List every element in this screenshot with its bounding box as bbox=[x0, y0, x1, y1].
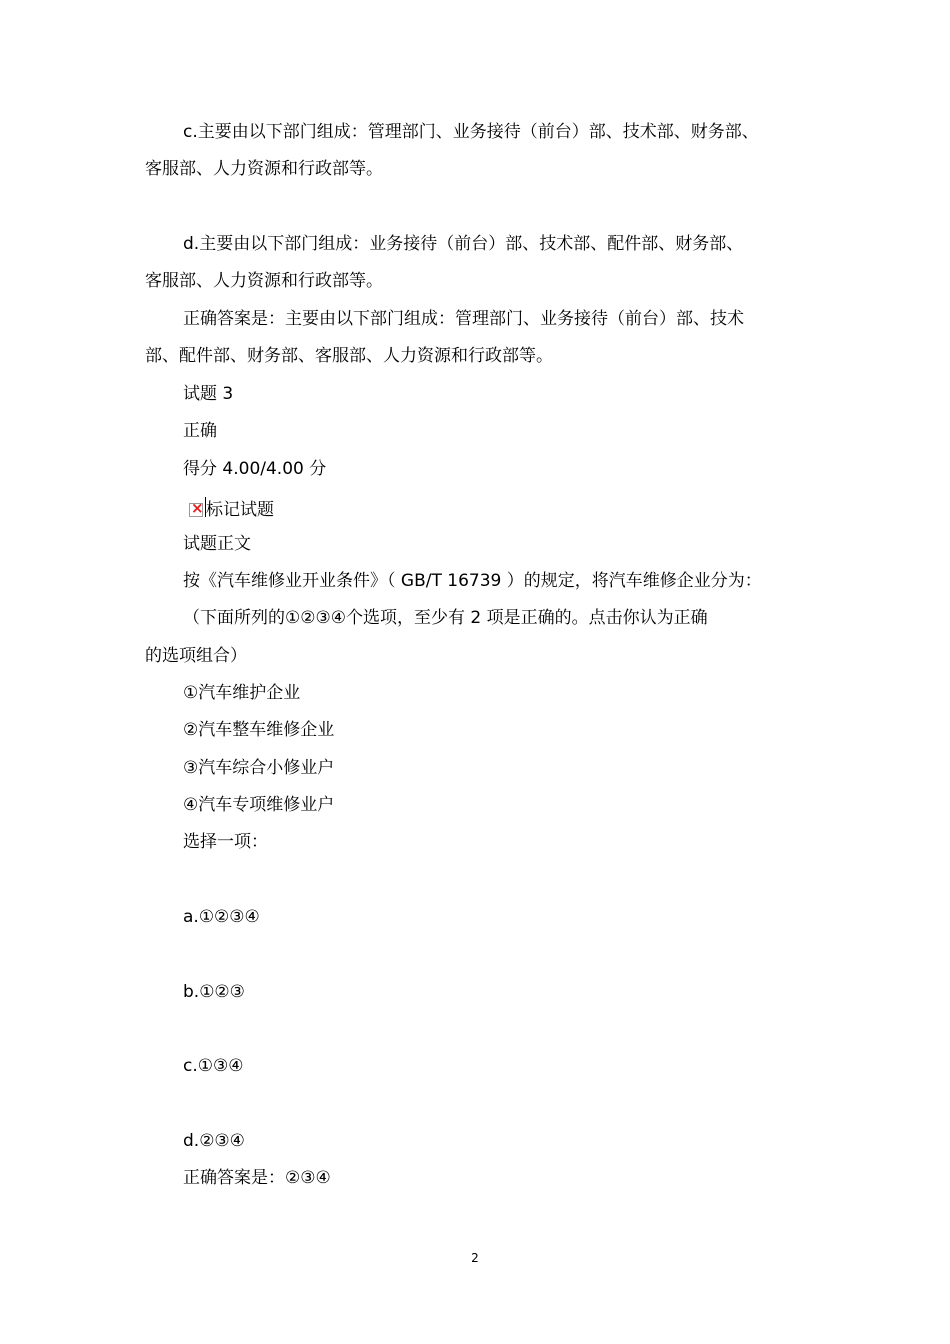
answer-option-b[interactable]: b.①②③ bbox=[183, 982, 245, 1002]
answer-option-d[interactable]: d.②③④ bbox=[183, 1131, 245, 1151]
question-score: 得分 4.00/4.00 分 bbox=[183, 459, 327, 479]
question-stem-line-1: 按《汽车维修业开业条件》（ GB/T 16739 ）的规定，将汽车维修企业分为： bbox=[183, 571, 762, 591]
answer-option-c[interactable]: c.①③④ bbox=[183, 1056, 244, 1076]
correct-answer: 正确答案是：②③④ bbox=[183, 1168, 331, 1188]
question-number: 试题 3 bbox=[183, 384, 234, 404]
correct-answer-line-2: 部、配件部、财务部、客服部、人力资源和行政部等。 bbox=[145, 346, 553, 366]
list-item: ③汽车综合小修业户 bbox=[183, 758, 335, 778]
page-number: 2 bbox=[471, 1251, 479, 1265]
flag-question-label: 标记试题 bbox=[206, 499, 274, 520]
option-d-line-2: 客服部、人力资源和行政部等。 bbox=[145, 271, 383, 291]
question-stem-line-2: （下面所列的①②③④个选项，至少有 2 项是正确的。点击你认为正确 bbox=[183, 608, 708, 628]
question-body-label: 试题正文 bbox=[183, 534, 251, 554]
choose-one-prompt: 选择一项： bbox=[183, 832, 268, 852]
flag-question-button[interactable] bbox=[189, 495, 274, 519]
answer-option-a[interactable]: a.①②③④ bbox=[183, 907, 260, 927]
option-c-line-1: c.主要由以下部门组成：管理部门、业务接待（前台）部、技术部、财务部、 bbox=[183, 122, 759, 142]
broken-image-icon bbox=[189, 503, 203, 517]
list-item: ④汽车专项维修业户 bbox=[183, 795, 335, 815]
question-status: 正确 bbox=[183, 421, 217, 441]
option-d-line-1: d.主要由以下部门组成：业务接待（前台）部、技术部、配件部、财务部、 bbox=[183, 234, 744, 254]
list-item: ②汽车整车维修企业 bbox=[183, 720, 335, 740]
option-c-line-2: 客服部、人力资源和行政部等。 bbox=[145, 159, 383, 179]
question-stem-line-3: 的选项组合） bbox=[145, 646, 247, 666]
list-item: ①汽车维护企业 bbox=[183, 683, 301, 703]
correct-answer-line-1: 正确答案是：主要由以下部门组成：管理部门、业务接待（前台）部、技术 bbox=[183, 309, 744, 329]
